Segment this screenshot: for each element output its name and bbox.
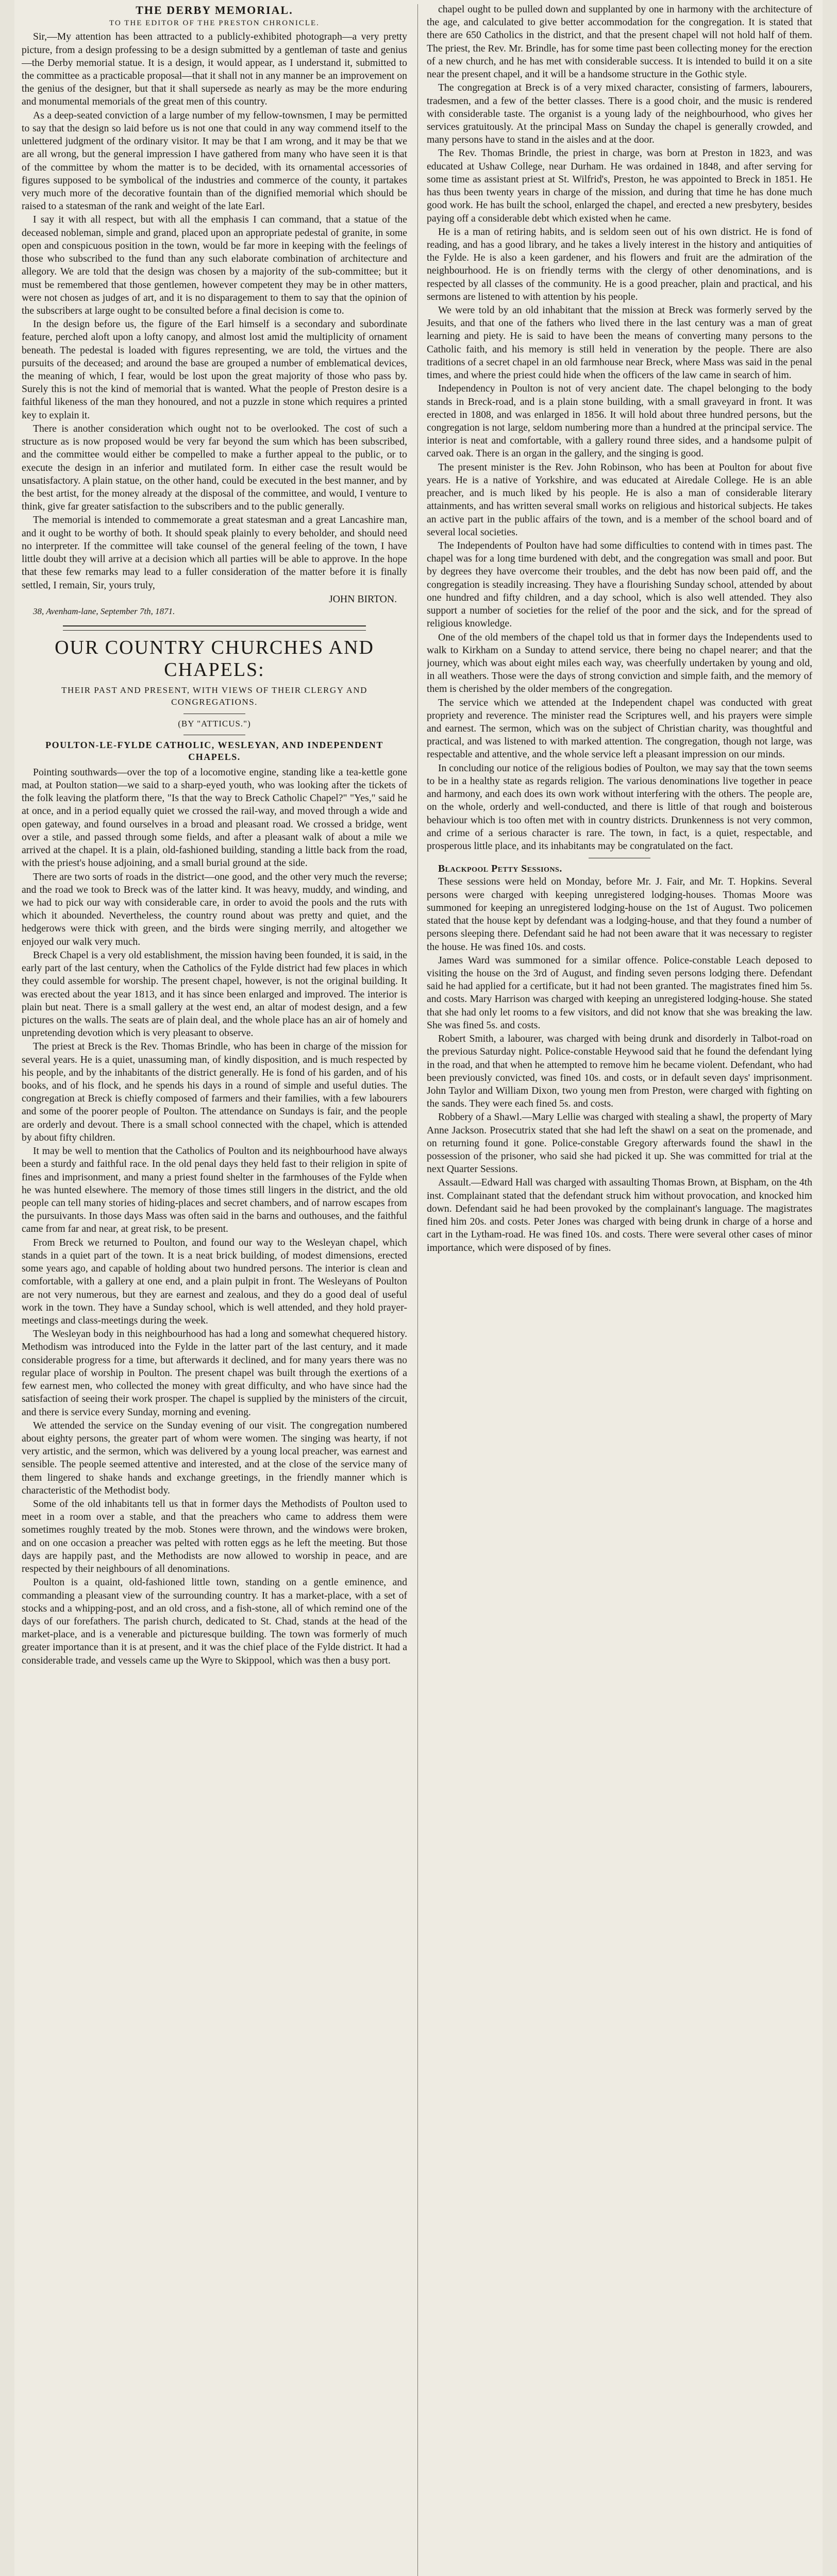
body-paragraph: Pointing southwards—over the top of a locomotive engine, standing like a tea-kettle gone mad, at Poulton station—we said to a sharp-eyed youth, who was looking after the tickets of the folk leaving the platform there, "Is that the way to Breck Catholic Chapel?" "Yes," said he at once, and in a period equally quiet we crossed the rail-way, and moved through a wide and open gateway, and found ourselves in a broad and pleasant road. We crossed a bridge, went over a stile, and passed through some fields, and after a pleasant walk of about a mile we arrived at the chapel. It is a plain, old-fashioned building, standing a little back from the road, with the priest's house adjoining, and a small burial ground at the side.: [22, 766, 407, 869]
body-paragraph: We were told by an old inhabitant that the mission at Breck was formerly served by the Jesuits, and that one of the fathers who lived there in the last century was a man of great learning and piety. He is said to have been the means of converting many persons to the Catholic faith, and his memory is still held in veneration by the people. There are also traditions of a secret chapel in an old farmhouse near Breck, where Mass was said in the penal times, and where the priest could hide when the officers of the law came in search of him.: [427, 304, 812, 381]
body-paragraph: The Wesleyan body in this neighbourhood has had a long and somewhat chequered history. Methodism was introduced into the Fylde in the latter part of the last century, and it made considerable progress for a time, but afterwards it declined, and for many years there was no regular place of worship in Poulton. The present chapel was built through the exertions of a few earnest men, who collected the money with great difficulty, and who have since had the satisfaction of seeing their work prosper. The chapel is supplied by the ministers of the circuit, and there is service every Sunday, morning and evening.: [22, 1328, 407, 1418]
feature-deck: THEIR PAST AND PRESENT, WITH VIEWS OF THEIR CLERGY AND CONGREGATIONS.: [61, 685, 367, 707]
body-paragraph: In concluding our notice of the religious bodies of Poulton, we may say that the town seems to be in a healthy state as regards religion. The various denominations live together in peace and harmony, and each does its own work without interfering with the others. The people are, on the whole, orderly and well-conducted, and there is little of that rough and boisterous behaviour which is too often met with in country districts. Drunkenness is not very common, and crime of a serious character is rare. The town, in fact, is a quiet, respectable, and prosperous little place, and its inhabitants may be congratulated on the fact.: [427, 762, 812, 852]
feature-continuation-body: [427, 3, 812, 853]
body-paragraph: chapel ought to be pulled down and supplanted by one in harmony with the architecture of the age, and calculated to give better accommodation for the congregation. It is stated that there are 650 Catholics in the district, and that the present chapel will not hold half of them. The priest, the Rev. Mr. Brindle, has for some time past been collecting money for the erection of a new church, and he has met with considerable success. It is intended to build it on a site near the present chapel, and it will be a handsome structure in the Gothic style.: [427, 4, 812, 80]
memorial-headline: THE DERBY MEMORIAL.: [136, 4, 293, 16]
body-paragraph: The priest at Breck is the Rev. Thomas Brindle, who has been in charge of the mission for several years. He is a quiet, unassuming man, of kindly disposition, and is much respected by his people, and by the inhabitants of the district generally. He is fond of his garden, and of his books, and of his flock, and he spends his days in a round of simple and useful duties. The congregation at Breck is chiefly composed of farmers and their families, with a few labourers and some of the poorer people of Poulton. The attendance on Sundays is fair, and the people are orderly and devout. There is a small school connected with the chapel, which is attended by about fifty children.: [22, 1041, 407, 1143]
body-paragraph: He is a man of retiring habits, and is seldom seen out of his own district. He is fond of reading, and has a good library, and he takes a lively interest in the history and antiquities of the Fylde. He is also a keen gardener, and his flowers and fruit are the admiration of the neighbourhood. He is on friendly terms with the clergy of other denominations, and is respected by all classes of the community. He is a good preacher, plain and practical, and his sermons are listened to with attention by his people.: [427, 226, 812, 302]
body-paragraph: Sir,—My attention has been attracted to a publicly-exhibited photograph—a very pretty picture, from a design professing to be a design submitted by a gentleman of taste and genius—the Derby memorial statue. It is a design, it would appear, as I understand it, submitted to the committee as a practicable proposal—that it shall not in any manner be an improvement on the genius of the designer, but that it shall supersede as nearly as may be the more enduring and monumental memorials of the great men of this country.: [22, 31, 407, 108]
body-paragraph: It may be well to mention that the Catholics of Poulton and its neighbourhood have always been a sturdy and faithful race. In the old penal days they held fast to their religion in spite of fines and imprisonment, and many a priest found shelter in the farmhouses of the Fylde when he was hunted elsewhere. The memory of those times still lingers in the district, and the old people can tell many stories of hiding-places and secret chambers, and of narrow escapes from the pursuivants. In those days Mass was often said in the barns and outhouses, and the faithful came from far and near, at great risk, to be present.: [22, 1145, 407, 1235]
body-paragraph: Breck Chapel is a very old establishment, the mission having been founded, it is said, in the early part of the last century, when the Catholics of the Fylde district had few places in which they could assemble for worship. The present chapel, however, is not the original building. It was erected about the year 1813, and it has since been enlarged and improved. The interior is plain but neat. There is a small gallery at the west end, an altar of modest design, and a few pictures on the walls. The seats are of plain deal, and the whole place has an air of homely and unpretending devotion which is very pleasant to observe.: [22, 949, 407, 1039]
body-paragraph: There is another consideration which ought not to be overlooked. The cost of such a structure as is now proposed would be very far beyond the sum which has been subscribed, and the committee would either be compelled to make a further appeal to the public, or to execute the design in an inferior and mutilated form. In either case the result would be unsatisfactory. A plain statue, on the other hand, could be executed in the best manner, and by the best artist, for the money already at the disposal of the committee, and would, I venture to think, give far greater satisfaction to the subscribers and to the public generally.: [22, 422, 407, 513]
body-paragraph: The Rev. Thomas Brindle, the priest in charge, was born at Preston in 1823, and was educated at Ushaw College, near Durham. He was ordained in 1848, and after serving for some time as assistant priest at St. Wilfrid's, Preston, he was appointed to Breck in 1851. He has thus been twenty years in charge of the mission, and during that time he has done much good work. He has built the school, enlarged the chapel, and erected a new presbytery, besides paying off a considerable debt which existed when he came.: [427, 147, 812, 224]
body-paragraph: There are two sorts of roads in the district—one good, and the other very much the reverse; and the road we took to Breck was of the latter kind. It was heavy, muddy, and winding, and we had to pick our way with considerable care, in order to avoid the pools and the ruts with which it abounded. Nevertheless, the country round about was pretty and quiet, and the hedgerows were thick with green, and the birds were singing merrily, and altogether we enjoyed our walk very much.: [22, 871, 407, 947]
body-paragraph: Assault.—Edward Hall was charged with assaulting Thomas Brown, at Bispham, on the 4th inst. Complainant stated that the defendant struck him without provocation, and knocked him down. Defendant said he had been provoked by the complainant's language. The magistrates fined him 20s. and costs. Peter Jones was charged with being drunk in charge of a horse and cart in the Lytham-road. He was fined 10s. and costs. There were several other cases of minor importance, which were disposed of by fines.: [427, 1177, 812, 1253]
body-paragraph: Robert Smith, a labourer, was charged with being drunk and disorderly in Talbot-road on the previous Saturday night. Police-constable Heywood said that he found the defendant lying in the road, and that when he attempted to remove him he became violent. Defendant, who had been previously convicted, was fined 10s. and costs, or in default seven days' imprisonment. John Taylor and William Dixon, two young men from Preston, were charged with fighting on the sands. They were each fined 5s. and costs.: [427, 1033, 812, 1110]
body-paragraph: Robbery of a Shawl.—Mary Lellie was charged with stealing a shawl, the property of Mary Anne Jackson. Prosecutrix stated that she had left the shawl on a seat on the promenade, and on returning found it gone. Police-constable Gregory afterwards found the shawl in the possession of the prisoner, who said she had picked it up. She was committed for trial at the next Quarter Sessions.: [427, 1111, 812, 1175]
body-paragraph: From Breck we returned to Poulton, and found our way to the Wesleyan chapel, which stands in a quiet part of the town. It is a neat brick building, of modest dimensions, erected some years ago, and capable of holding about two hundred persons. The interior is clean and comfortable, with a gallery at one end, and a plain pulpit in front. The Wesleyans of Poulton are not very numerous, but they are earnest and zealous, and they do a good deal of useful work in the town. They have a Sunday school, which is well attended, and they hold prayer-meetings and class-meetings during the week.: [22, 1236, 407, 1326]
petty-sessions-body: [427, 875, 812, 1254]
body-paragraph: The service which we attended at the Independent chapel was conducted with great propriety and reverence. The minister read the Scriptures well, and his prayers were simple and earnest. The sermon, which was on the subject of Christian charity, was thoughtful and practical, and was listened to with marked attention. The congregation, though not large, was respectable and attentive, and the whole service left a pleasant impression on our minds.: [427, 697, 812, 760]
body-paragraph: In the design before us, the figure of the Earl himself is a secondary and subordinate feature, perched aloft upon a lofty canopy, and almost lost amid the multiplicity of ornament beneath. The pedestal is loaded with figures representing, we are told, the virtues and the pursuits of the deceased; and around the base are grouped a number of emblematical devices, the meaning of which, I fear, would be lost upon the great majority of those who pass by. Surely this is not the kind of memorial that is wanted. What the people of Preston desire is a faithful likeness of the man they honoured, and not a puzzle in stone which requires a printed key to explain it.: [22, 318, 407, 421]
body-paragraph: These sessions were held on Monday, before Mr. J. Fair, and Mr. T. Hopkins. Several persons were charged with keeping unregistered lodging-houses. Thomas Moore was summoned for keeping an unregistered lodging-house on the 1st of August. Two policemen stated that the house kept by defendant was a lodging-house, and that they found a number of persons sleeping there. Defendant said he had not been aware that it was necessary to register the house. He was fined 10s. and costs.: [427, 876, 812, 953]
memorial-body: [22, 30, 407, 591]
body-paragraph: I say it with all respect, but with all the emphasis I can command, that a statue of the deceased nobleman, simple and grand, placed upon an appropriate pedestal of granite, in some open and conspicuous position in the town, would be far more in keeping with the feelings of those who subscribed to the fund than any such elaborate combination of architecture and allegory. We are told that the design was chosen by a majority of the sub-committee; but it must be remembered that those gentlemen, however competent they may be in other matters, were not chosen as judges of art, and it is no disparagement to them to say that the opinion of the subscribers at large ought to be consulted before a final decision is come to.: [22, 214, 407, 316]
feature-byline: (BY "ATTICUS."): [178, 718, 251, 728]
body-paragraph: One of the old members of the chapel told us that in former days the Independents used to walk to Kirkham on a Sunday to attend service, there being no chapel nearer; and that the journey, which was about eight miles each way, was cheerfully undertaken by young and old, in all weathers. Those were the days of strong conviction and simple faith, and the memory of them is cherished by the older members of the congregation.: [427, 631, 812, 695]
column-divider-rule: [417, 4, 418, 2576]
body-paragraph: Independency in Poulton is not of very ancient date. The chapel belonging to the body stands in Breck-road, and is a plain stone building, with a small graveyard in front. It was erected in 1808, and was enlarged in 1856. It will hold about three hundred persons, but the congregation is not large, seldom numbering more than a hundred at the principal service. The interior is neat and comfortable, with a gallery round three sides, and a handsome pulpit of carved oak. There is an organ in the gallery, and the singing is good.: [427, 383, 812, 460]
body-paragraph: Some of the old inhabitants tell us that in former days the Methodists of Poulton used to meet in a room over a stable, and that the preachers who came to address them were sometimes roughly treated by the mob. Stones were thrown, and the windows were broken, and on one occasion a preacher was pelted with rotten eggs as he left the meeting. But those days are happily past, and the Methodists are now allowed to worship in peace, and are respected by their neighbours of all denominations.: [22, 1498, 407, 1575]
letter-dateline: 38, Avenham-lane, September 7th, 1871.: [33, 606, 175, 616]
feature-body: [22, 766, 407, 1667]
newspaper-page: [14, 0, 823, 2576]
feature-section-title: POULTON-LE-FYLDE CATHOLIC, WESLEYAN, AND INDEPENDENT CHAPELS.: [45, 739, 383, 762]
petty-sessions-heading: Blackpool Petty Sessions.: [438, 863, 562, 875]
body-paragraph: The congregation at Breck is of a very mixed character, consisting of farmers, labourers, tradesmen, and a few of the better classes. There is a good choir, and the music is rendered with considerable taste. The organist is a young lady of the neighbourhood, who gives her services gratuitously. At the principal Mass on Sunday the chapel is generally crowded, and many persons have to stand in the aisles and at the door.: [427, 82, 812, 146]
body-paragraph: As a deep-seated conviction of a large number of my fellow-townsmen, I may be permitted to say that the design so laid before us is not one that could in any way commend itself to the unlettered judgment of the ordinary visitor. It may be that I am wrong, and it may be that we are all wrong, but the general impression I have gathered from many who have seen it is that of the committee by whom the matter is to be decided, with its ornamental accessories of figures supposed to be symbolical of the industries and commerce of the county, it partakes very much more of the decorative fountain than of the dignified memorial which should be raised to a statesman of the rank and weight of the late Earl.: [22, 109, 407, 212]
body-paragraph: James Ward was summoned for a similar offence. Police-constable Leach deposed to visiting the house on the 3rd of August, and finding seven persons lodging there. Defendant said he had applied for a certificate, but it had not been granted. The magistrates fined him 5s. and costs. Mary Harrison was charged with keeping an unregistered lodging-house. She stated that she had only let rooms to a few visitors, and did not know that she was breaking the law. She was fined 5s. and costs.: [427, 954, 812, 1031]
body-paragraph: The present minister is the Rev. John Robinson, who has been at Poulton for about five years. He is a native of Yorkshire, and was educated at Airedale College. He is an able preacher, and is much liked by his people. He is also a man of considerable literary attainments, and has written several small works on religious and historical subjects. He takes an active part in the public affairs of the town, and is a member of the school board and of several local societies.: [427, 461, 812, 538]
left-column: [22, 3, 407, 2576]
petty-sessions-lead: [427, 862, 812, 875]
letter-signature: JOHN BIRTON.: [329, 593, 397, 605]
body-paragraph: The Independents of Poulton have had some difficulties to contend with in times past. The chapel was for a long time burdened with debt, and the congregation was small and poor. But by degrees they have overcome their troubles, and the debt has now been paid off, and the congregation is steadily increasing. They have a flourishing Sunday school, attended by about one hundred and fifty children, and a day school, which is also well attended. They also support a number of societies for the relief of the poor and the sick, and for the spread of religious knowledge.: [427, 539, 812, 630]
article-separator-rule: [63, 625, 366, 631]
memorial-subhead: TO THE EDITOR OF THE PRESTON CHRONICLE.: [109, 19, 320, 28]
body-paragraph: The memorial is intended to commemorate a great statesman and a great Lancashire man, and it ought to be worthy of both. It should speak plainly to every beholder, and should need no interpreter. If the committee will take counsel of the general feeling of the town, I have little doubt they will arrive at a decision which all parties will be able to approve. In the hope that these few remarks may lead to a fuller consideration of the matter before it is finally settled, I remain, Sir, yours truly,: [22, 514, 407, 591]
right-column: [427, 3, 812, 2576]
body-paragraph: Poulton is a quaint, old-fashioned little town, standing on a gentle eminence, and commanding a pleasant view of the surrounding country. It has a market-place, with a set of stocks and a whipping-post, and an old cross, and a fish-stone, all of which remind one of the days of our forefathers. The parish church, dedicated to St. Chad, stands at the head of the market-place, and is a venerable and picturesque building. The town was formerly of much greater importance than it is at present, and it was the chief place of the Fylde district. It had a considerable trade, and vessels came up the Wyre to Skippool, which was then a busy port.: [22, 1577, 407, 1666]
body-paragraph: We attended the service on the Sunday evening of our visit. The congregation numbered about eighty persons, the greater part of whom were women. The singing was hearty, if not very artistic, and the sermon, which was delivered by a young local preacher, was earnest and sensible. The people seemed attentive and interested, and at the close of the service many of them lingered to shake hands and exchange greetings, in the friendly manner which is characteristic of the Methodist body.: [22, 1419, 407, 1496]
feature-title: OUR COUNTRY CHURCHES AND CHAPELS:: [55, 636, 374, 681]
